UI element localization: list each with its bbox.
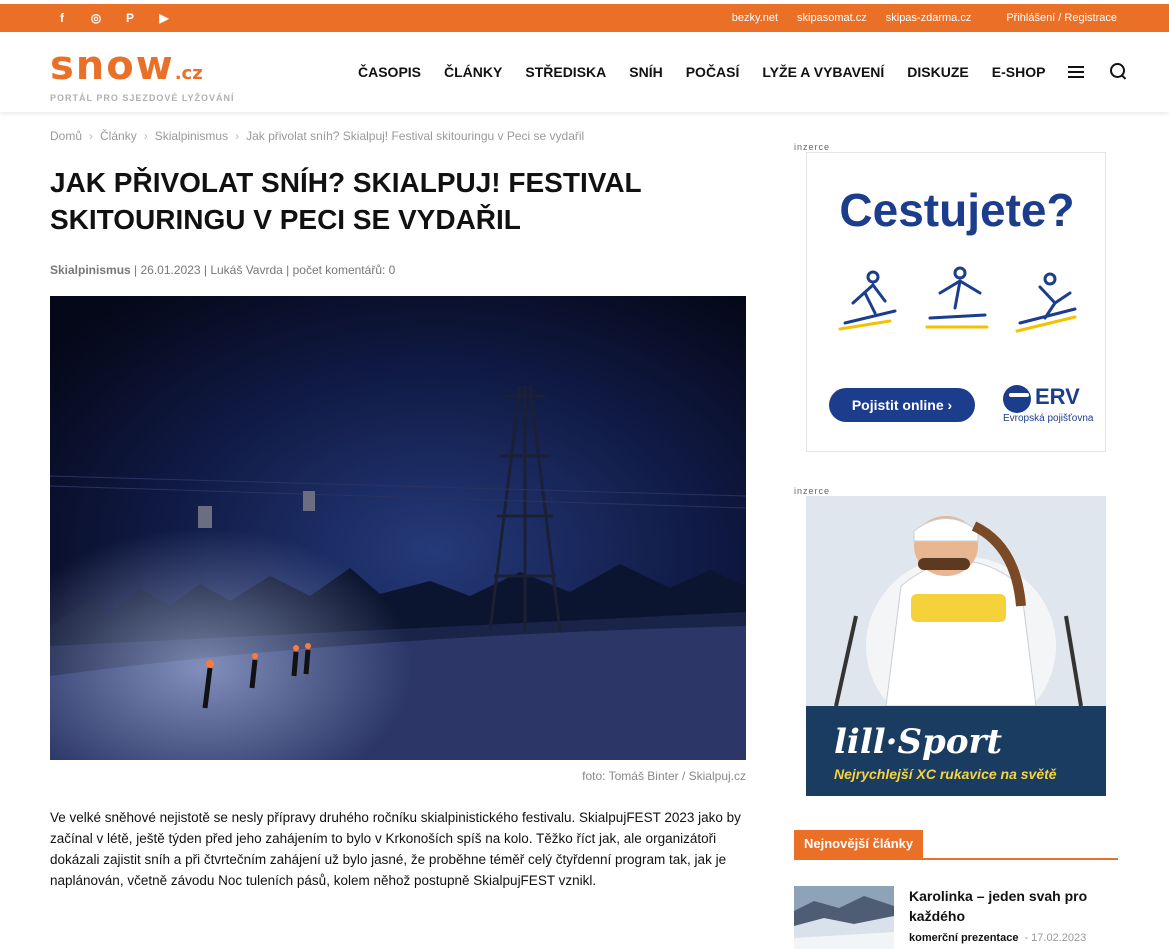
karolinka-thumbnail-image (794, 886, 894, 949)
nav-lyze-a-vybaveni[interactable]: LYŽE A VYBAVENÍ (762, 64, 885, 80)
skier-illustrations (835, 263, 1085, 343)
lill-sport-ad[interactable] (806, 496, 1106, 796)
news-item-category[interactable]: komerční prezentace (909, 932, 1019, 944)
breadcrumb-current: Jak přivolat sníh? Skialpuj! Festival skitouringu v Peci se vydařil (246, 129, 585, 143)
news-item-separator: - (1024, 932, 1032, 944)
ad-slogan: Nejrychlejší XC rukavice na světě (834, 766, 1057, 782)
breadcrumb-category[interactable]: Skialpinismus (154, 129, 229, 143)
nav-eshop[interactable]: E-SHOP (991, 64, 1046, 80)
latest-articles-label: Nejnovější články (794, 830, 923, 858)
breadcrumb-articles[interactable]: Články (100, 129, 137, 143)
logo-tagline: PORTÁL PRO SJEZDOVÉ LYŽOVÁNÍ (50, 93, 235, 103)
nav-pocasi[interactable]: POČASÍ (685, 64, 740, 80)
nav-snih[interactable]: SNÍH (629, 64, 663, 80)
main-nav (358, 32, 1128, 112)
article-category[interactable]: Skialpinismus (50, 263, 131, 277)
erv-globe-icon (1003, 385, 1031, 413)
social-links (52, 4, 174, 32)
erv-insurance-ad[interactable] (806, 152, 1106, 452)
menu-icon[interactable] (1068, 66, 1084, 78)
site-logo[interactable] (50, 43, 260, 103)
news-item-meta (909, 932, 1086, 944)
youtube-icon[interactable]: ▶ (159, 11, 169, 25)
breadcrumb-separator: › (235, 129, 240, 143)
skier-photo (806, 496, 1106, 706)
link-skipasomat[interactable]: skipasomat.cz (797, 12, 867, 24)
nav-clanky[interactable]: ČLÁNKY (444, 64, 503, 80)
login-register-link[interactable]: Přihlášení / Registrace (1006, 12, 1117, 24)
site-header (0, 32, 1169, 112)
erv-logo (1003, 385, 1093, 424)
partner-links (713, 4, 1117, 32)
article-meta (50, 263, 395, 277)
top-bar (0, 4, 1169, 32)
news-item-title[interactable]: Karolinka – jeden svah pro každého (909, 888, 1088, 924)
latest-articles-heading (794, 830, 1118, 860)
ad-banner (806, 706, 1106, 796)
search-icon[interactable] (1110, 63, 1128, 81)
pinterest-icon[interactable]: P (125, 11, 134, 25)
article-meta-details: | 26.01.2023 | Lukáš Vavrda | počet komentářů: 0 (130, 263, 396, 277)
article-body: Ve velké sněhové nejistotě se nesly přípravy druhého ročníku skialpinistického festivalu. SkialpujFEST 2023 jako by začínal v létě, ještě týden před jeho zahájením to bylo v Krkonoších spíš na kolo. Těžko říct jak, ale organizátoři dokázali zajistit sníh a při čtvrtečním zahájení už bylo jasné, že proběhne téměř celý čtyřdenní program tak, jak je naplánován, včetně závodu Noc tuleních pásů, kolem něhož postupně SkialpujFEST vznikl. (50, 810, 741, 888)
ad-headline: Cestujete? (839, 184, 1075, 236)
ad-label: inzerce (794, 142, 831, 152)
lill-sport-brand: lill·Sport (834, 722, 1003, 762)
breadcrumb (50, 129, 591, 143)
news-item-date: 17.02.2023 (1031, 932, 1087, 944)
night-ski-scene-image (50, 296, 746, 760)
breadcrumb-separator: › (143, 129, 148, 143)
erv-brand-sub: Evropská pojišťovna (1003, 413, 1094, 424)
breadcrumb-separator: › (89, 129, 94, 143)
photo-caption: foto: Tomáš Binter / Skialpuj.cz (582, 769, 746, 783)
nav-casopis[interactable]: ČASOPIS (358, 64, 422, 80)
facebook-icon[interactable]: f (60, 11, 64, 25)
instagram-icon[interactable]: ◎ (90, 11, 102, 25)
insure-online-button[interactable]: Pojistit online › (829, 388, 975, 422)
erv-brand: ERV (1035, 384, 1080, 409)
nav-strediska[interactable]: STŘEDISKA (525, 64, 607, 80)
link-skipas-zdarma[interactable]: skipas-zdarma.cz (885, 12, 972, 24)
news-thumbnail[interactable] (794, 886, 894, 949)
nav-diskuze[interactable]: DISKUZE (907, 64, 969, 80)
article-title: JAK PŘIVOLAT SNÍH? SKIALPUJ! FESTIVAL SKITOURINGU V PECI SE VYDAŘIL (50, 167, 642, 235)
article-photo (50, 296, 746, 760)
link-bezky[interactable]: bezky.net (731, 12, 779, 24)
logo-mark: snow.cz (50, 43, 203, 89)
breadcrumb-home[interactable]: Domů (50, 129, 83, 143)
ad-label: inzerce (794, 486, 831, 496)
